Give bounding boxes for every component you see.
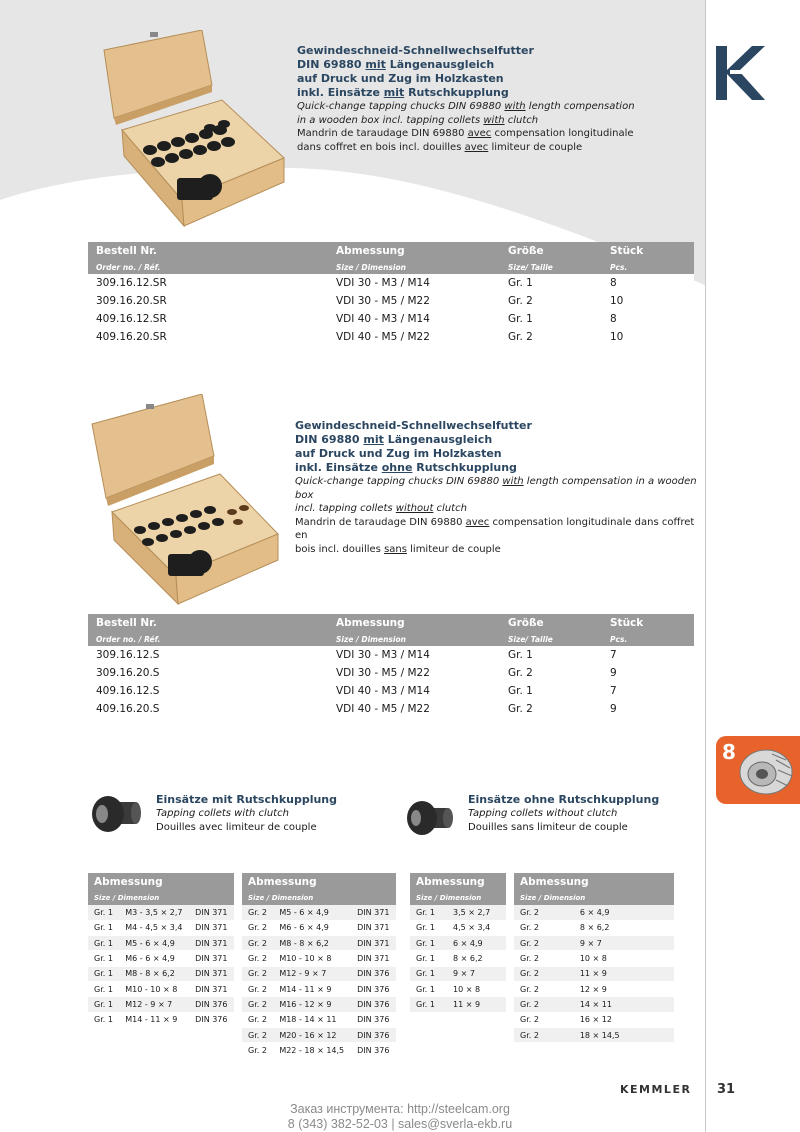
table-row bbox=[514, 920, 674, 935]
inserts-without-clutch-heading: Einsätze ohne Rutschkupplung Tapping collets without clutch Douilles sans limiteur de couple bbox=[468, 793, 660, 833]
cell-order: 309.16.12.S bbox=[88, 646, 328, 664]
order-table-2: Bestell Nr. Abmessung Größe Stück Order no. / Réf. Size / Dimension Size/ Taille Pcs. 309.16.12.S VDI 30 - M3 / M14 Gr. 1 7 309.16.20.S VDI 30 - M5 / M22 Gr. 2 9 409.16.12.S VDI 40 - M3 / M14 Gr. 1 7 409.16.20.S VDI 40 - M5 / M22 Gr. 2 9 bbox=[88, 614, 694, 719]
table-row bbox=[88, 328, 694, 346]
cell-din: DIN 376 bbox=[351, 1043, 396, 1058]
cell-dim: VDI 40 - M3 / M14 bbox=[328, 310, 500, 328]
table-row bbox=[514, 951, 674, 966]
cell-din: DIN 376 bbox=[351, 1027, 396, 1042]
cell-qty: 9 bbox=[602, 700, 694, 718]
table-row bbox=[242, 920, 396, 935]
table-row bbox=[88, 936, 234, 951]
order-table-1: Bestell Nr. Abmessung Größe Stück Order no. / Réf. Size / Dimension Size/ Taille Pcs. 309.16.12.SR VDI 30 - M3 / M14 Gr. 1 8 309.16.20.SR VDI 30 - M5 / M22 Gr. 2 10 409.16.12.SR VDI 40 - M3 / M14 Gr. 1 8 409.16.20.SR VDI 40 - M5 / M22 Gr. 2 10 bbox=[88, 242, 694, 347]
page-edge-rule bbox=[705, 0, 706, 1132]
cell-qty: 10 bbox=[602, 292, 694, 310]
cell-gr: Gr. 2 bbox=[242, 981, 273, 996]
table-row bbox=[242, 981, 396, 996]
cell-din: DIN 371 bbox=[351, 936, 396, 951]
cell-dim: M12 - 9 × 7 bbox=[273, 966, 351, 981]
cell-gr: Gr. 1 bbox=[88, 997, 119, 1012]
with-clutch-gr2-table: Abmessung Size / Dimension Gr. 2 M5 - 6 × 4,9 DIN 371 Gr. 2 M6 - 6 × 4,9 DIN 371 Gr. 2 M8 - 8 × 6,2 DIN 371 Gr. 2 M10 - 10 × 8 DIN 371 Gr. 2 M12 - 9 × 7 DIN 376 Gr. 2 M14 - 11 × 9 DIN 376 Gr. 2 M16 - 12 × 9 DIN 376 Gr. 2 M18 - 14 × 11 DIN 376 Gr. 2 M20 - 16 × 12 DIN 376 Gr. 2 M22 - 18 × 14,5 DIN 376 bbox=[242, 873, 396, 1058]
product1-description bbox=[297, 44, 697, 154]
cell-dim: M14 - 11 × 9 bbox=[119, 1012, 189, 1027]
cell-dim: VDI 40 - M5 / M22 bbox=[328, 700, 500, 718]
cell-qty: 7 bbox=[602, 646, 694, 664]
table-row bbox=[88, 700, 694, 718]
product1-french: Mandrin de taraudage DIN 69880 avec compensation longitudinale dans coffret en bois incl. douilles avec limiteur de couple bbox=[297, 128, 634, 153]
product2-french: Mandrin de taraudage DIN 69880 avec compensation longitudinale dans coffret en bois incl. douilles sans limiteur de couple bbox=[295, 516, 695, 555]
cell-gr: Gr. 2 bbox=[242, 951, 273, 966]
cell-order: 309.16.20.S bbox=[88, 664, 328, 682]
cell-gr: Gr. 1 bbox=[410, 966, 447, 981]
cell-gr: Gr. 1 bbox=[88, 966, 119, 981]
cell-dim: 12 × 9 bbox=[574, 981, 674, 996]
cell-gr: Gr. 2 bbox=[242, 1012, 273, 1027]
table-row bbox=[242, 997, 396, 1012]
cell-gr: Gr. 1 bbox=[410, 920, 447, 935]
cell-dim: M6 - 6 × 4,9 bbox=[119, 951, 189, 966]
table-row bbox=[242, 1027, 396, 1042]
cell-dim: M18 - 14 × 11 bbox=[273, 1012, 351, 1027]
cell-size: Gr. 2 bbox=[500, 664, 602, 682]
table-row bbox=[514, 905, 674, 920]
table-row bbox=[88, 274, 694, 292]
cell-gr: Gr. 2 bbox=[242, 936, 273, 951]
cell-gr: Gr. 1 bbox=[410, 905, 447, 920]
collet-icon bbox=[738, 746, 794, 798]
cell-dim: M10 - 10 × 8 bbox=[119, 981, 189, 996]
cell-dim: 14 × 11 bbox=[574, 997, 674, 1012]
cell-dim: M22 - 18 × 14,5 bbox=[273, 1043, 351, 1058]
table-row bbox=[514, 997, 674, 1012]
cell-dim: M6 - 6 × 4,9 bbox=[273, 920, 351, 935]
cell-gr: Gr. 1 bbox=[410, 951, 447, 966]
cell-gr: Gr. 2 bbox=[514, 905, 574, 920]
cell-dim: 8 × 6,2 bbox=[574, 920, 674, 935]
table-row bbox=[242, 1043, 396, 1058]
cell-dim: M3 - 3,5 × 2,7 bbox=[119, 905, 189, 920]
cell-gr: Gr. 2 bbox=[514, 966, 574, 981]
cell-dim: M5 - 6 × 4,9 bbox=[273, 905, 351, 920]
cell-din: DIN 371 bbox=[351, 905, 396, 920]
cell-gr: Gr. 2 bbox=[514, 1027, 574, 1042]
col-order: Bestell Nr. bbox=[88, 242, 328, 260]
cell-gr: Gr. 1 bbox=[88, 920, 119, 935]
cell-gr: Gr. 1 bbox=[88, 981, 119, 996]
cell-gr: Gr. 2 bbox=[242, 905, 273, 920]
cell-dim: M20 - 16 × 12 bbox=[273, 1027, 351, 1042]
table-row bbox=[88, 905, 234, 920]
table-row bbox=[514, 1012, 674, 1027]
cell-gr: Gr. 2 bbox=[514, 1012, 574, 1027]
cell-size: Gr. 1 bbox=[500, 646, 602, 664]
cell-qty: 8 bbox=[602, 310, 694, 328]
cell-dim: VDI 40 - M5 / M22 bbox=[328, 328, 500, 346]
cell-dim: 9 × 7 bbox=[574, 936, 674, 951]
cell-din: DIN 376 bbox=[189, 997, 234, 1012]
cell-din: DIN 371 bbox=[351, 951, 396, 966]
collet-without-clutch-image bbox=[404, 796, 460, 840]
brand-name: KEMMLER bbox=[620, 1083, 692, 1096]
table-row bbox=[242, 1012, 396, 1027]
cell-gr: Gr. 1 bbox=[88, 951, 119, 966]
cell-dim: 6 × 4,9 bbox=[574, 905, 674, 920]
inserts-with-clutch-heading: Einsätze mit Rutschkupplung Tapping collets with clutch Douilles avec limiteur de couple bbox=[156, 793, 338, 833]
cell-din: DIN 371 bbox=[189, 981, 234, 996]
table-row bbox=[410, 997, 506, 1012]
table-row bbox=[242, 936, 396, 951]
cell-dim: M10 - 10 × 8 bbox=[273, 951, 351, 966]
cell-gr: Gr. 1 bbox=[410, 997, 447, 1012]
cell-size: Gr. 1 bbox=[500, 274, 602, 292]
cell-dim: 10 × 8 bbox=[574, 951, 674, 966]
cell-din: DIN 371 bbox=[189, 951, 234, 966]
cell-gr: Gr. 1 bbox=[410, 936, 447, 951]
cell-gr: Gr. 1 bbox=[88, 905, 119, 920]
product2-english: Quick-change tapping chucks DIN 69880 with length compensation in a wooden box incl. tapping collets without clutch bbox=[295, 476, 697, 514]
product2-title: Gewindeschneid-Schnellwechselfutter DIN 69880 mit Längenausgleich auf Druck und Zug im Holzkasten inkl. Einsätze ohne Rutschkupplung bbox=[295, 419, 532, 474]
cell-order: 309.16.12.SR bbox=[88, 274, 328, 292]
cell-gr: Gr. 2 bbox=[242, 1043, 273, 1058]
table-row bbox=[88, 664, 694, 682]
cell-order: 409.16.20.S bbox=[88, 700, 328, 718]
table-row bbox=[88, 920, 234, 935]
table-row bbox=[88, 997, 234, 1012]
with-clutch-gr1-table: Abmessung Size / Dimension Gr. 1 M3 - 3,5 × 2,7 DIN 371 Gr. 1 M4 - 4,5 × 3,4 DIN 371 Gr. 1 M5 - 6 × 4,9 DIN 371 Gr. 1 M6 - 6 × 4,9 DIN 371 Gr. 1 M8 - 8 × 6,2 DIN 371 Gr. 1 M10 - 10 × 8 DIN 371 Gr. 1 M12 - 9 × 7 DIN 376 Gr. 1 M14 - 11 × 9 DIN 376 bbox=[88, 873, 234, 1028]
cell-dim: 11 × 9 bbox=[447, 997, 506, 1012]
cell-din: DIN 371 bbox=[189, 936, 234, 951]
cell-dim: VDI 30 - M3 / M14 bbox=[328, 274, 500, 292]
col-dimension: Abmessung bbox=[328, 242, 500, 260]
cell-dim: 10 × 8 bbox=[447, 981, 506, 996]
product2-description bbox=[295, 419, 705, 556]
table-row bbox=[242, 951, 396, 966]
cell-dim: 16 × 12 bbox=[574, 1012, 674, 1027]
table-row bbox=[514, 981, 674, 996]
cell-dim: 11 × 9 bbox=[574, 966, 674, 981]
table-row bbox=[88, 292, 694, 310]
cell-qty: 9 bbox=[602, 664, 694, 682]
table-row bbox=[514, 936, 674, 951]
cell-dim: 6 × 4,9 bbox=[447, 936, 506, 951]
cell-order: 409.16.12.SR bbox=[88, 310, 328, 328]
cell-gr: Gr. 2 bbox=[242, 920, 273, 935]
cell-din: DIN 371 bbox=[189, 905, 234, 920]
page-number: 31 bbox=[717, 1082, 736, 1097]
cell-gr: Gr. 2 bbox=[514, 997, 574, 1012]
table-row bbox=[88, 646, 694, 664]
cell-dim: M12 - 9 × 7 bbox=[119, 997, 189, 1012]
cell-gr: Gr. 1 bbox=[88, 936, 119, 951]
cell-qty: 8 bbox=[602, 274, 694, 292]
cell-dim: M8 - 8 × 6,2 bbox=[119, 966, 189, 981]
table-row bbox=[410, 966, 506, 981]
table-row bbox=[410, 905, 506, 920]
cell-gr: Gr. 2 bbox=[242, 1027, 273, 1042]
table-row bbox=[242, 966, 396, 981]
table-row bbox=[88, 981, 234, 996]
table-row bbox=[410, 951, 506, 966]
table-row bbox=[88, 951, 234, 966]
table-row bbox=[410, 936, 506, 951]
section-tab-8[interactable]: 8 bbox=[716, 736, 800, 804]
cell-size: Gr. 2 bbox=[500, 328, 602, 346]
collet-with-clutch-image bbox=[88, 792, 144, 836]
product1-english: Quick-change tapping chucks DIN 69880 with length compensation in a wooden box incl. tapping collets with clutch bbox=[297, 101, 635, 126]
cell-dim: 8 × 6,2 bbox=[447, 951, 506, 966]
cell-gr: Gr. 2 bbox=[242, 966, 273, 981]
cell-size: Gr. 2 bbox=[500, 700, 602, 718]
footer-line-2: 8 (343) 382-52-03 | sales@sverla-ekb.ru bbox=[287, 1117, 513, 1131]
without-clutch-gr1-table: Abmessung Size / Dimension Gr. 1 3,5 × 2,7 Gr. 1 4,5 × 3,4 Gr. 1 6 × 4,9 Gr. 1 8 × 6,2 Gr. 1 9 × 7 Gr. 1 10 × 8 Gr. 1 11 × 9 bbox=[410, 873, 506, 1013]
table-row bbox=[88, 310, 694, 328]
table-row bbox=[514, 1027, 674, 1042]
cell-size: Gr. 1 bbox=[500, 682, 602, 700]
cell-order: 309.16.20.SR bbox=[88, 292, 328, 310]
cell-dim: VDI 40 - M3 / M14 bbox=[328, 682, 500, 700]
cell-size: Gr. 2 bbox=[500, 292, 602, 310]
cell-order: 409.16.20.SR bbox=[88, 328, 328, 346]
table-row bbox=[242, 905, 396, 920]
cell-gr: Gr. 2 bbox=[514, 981, 574, 996]
cell-dim: VDI 30 - M3 / M14 bbox=[328, 646, 500, 664]
table-row bbox=[88, 682, 694, 700]
cell-gr: Gr. 2 bbox=[242, 997, 273, 1012]
cell-din: DIN 376 bbox=[351, 1012, 396, 1027]
cell-din: DIN 371 bbox=[189, 966, 234, 981]
cell-dim: VDI 30 - M5 / M22 bbox=[328, 664, 500, 682]
cell-gr: Gr. 1 bbox=[410, 981, 447, 996]
cell-gr: Gr. 2 bbox=[514, 951, 574, 966]
cell-dim: M14 - 11 × 9 bbox=[273, 981, 351, 996]
kemmler-logo bbox=[712, 40, 768, 106]
table-row bbox=[410, 920, 506, 935]
cell-gr: Gr. 2 bbox=[514, 920, 574, 935]
cell-dim: 18 × 14,5 bbox=[574, 1027, 674, 1042]
cell-dim: VDI 30 - M5 / M22 bbox=[328, 292, 500, 310]
cell-din: DIN 376 bbox=[351, 981, 396, 996]
wooden-box-image-2 bbox=[84, 394, 284, 606]
col-qty: Stück bbox=[602, 242, 694, 260]
cell-dim: M5 - 6 × 4,9 bbox=[119, 936, 189, 951]
cell-order: 409.16.12.S bbox=[88, 682, 328, 700]
wooden-box-image-1 bbox=[92, 30, 288, 230]
product1-title: Gewindeschneid-Schnellwechselfutter DIN 69880 mit Längenausgleich auf Druck und Zug im Holzkasten inkl. Einsätze mit Rutschkupplung bbox=[297, 44, 534, 99]
cell-din: DIN 376 bbox=[351, 966, 396, 981]
cell-dim: M4 - 4,5 × 3,4 bbox=[119, 920, 189, 935]
cell-dim: 4,5 × 3,4 bbox=[447, 920, 506, 935]
cell-gr: Gr. 2 bbox=[514, 936, 574, 951]
table-row bbox=[514, 966, 674, 981]
without-clutch-gr2-table: Abmessung Size / Dimension Gr. 2 6 × 4,9 Gr. 2 8 × 6,2 Gr. 2 9 × 7 Gr. 2 10 × 8 Gr. 2 11 × 9 Gr. 2 12 × 9 Gr. 2 14 × 11 Gr. 2 16 × 12 Gr. 2 18 × 14,5 bbox=[514, 873, 674, 1043]
cell-din: DIN 376 bbox=[351, 997, 396, 1012]
cell-din: DIN 371 bbox=[351, 920, 396, 935]
cell-din: DIN 376 bbox=[189, 1012, 234, 1027]
cell-dim: M8 - 8 × 6,2 bbox=[273, 936, 351, 951]
footer-line-1: Заказ инструмента: http://steelcam.org bbox=[290, 1102, 510, 1116]
cell-size: Gr. 1 bbox=[500, 310, 602, 328]
table-row bbox=[410, 981, 506, 996]
cell-gr: Gr. 1 bbox=[88, 1012, 119, 1027]
table-row bbox=[88, 1012, 234, 1027]
cell-qty: 10 bbox=[602, 328, 694, 346]
cell-qty: 7 bbox=[602, 682, 694, 700]
table-row bbox=[88, 966, 234, 981]
cell-din: DIN 371 bbox=[189, 920, 234, 935]
cell-dim: M16 - 12 × 9 bbox=[273, 997, 351, 1012]
col-size: Größe bbox=[500, 242, 602, 260]
cell-dim: 3,5 × 2,7 bbox=[447, 905, 506, 920]
cell-dim: 9 × 7 bbox=[447, 966, 506, 981]
